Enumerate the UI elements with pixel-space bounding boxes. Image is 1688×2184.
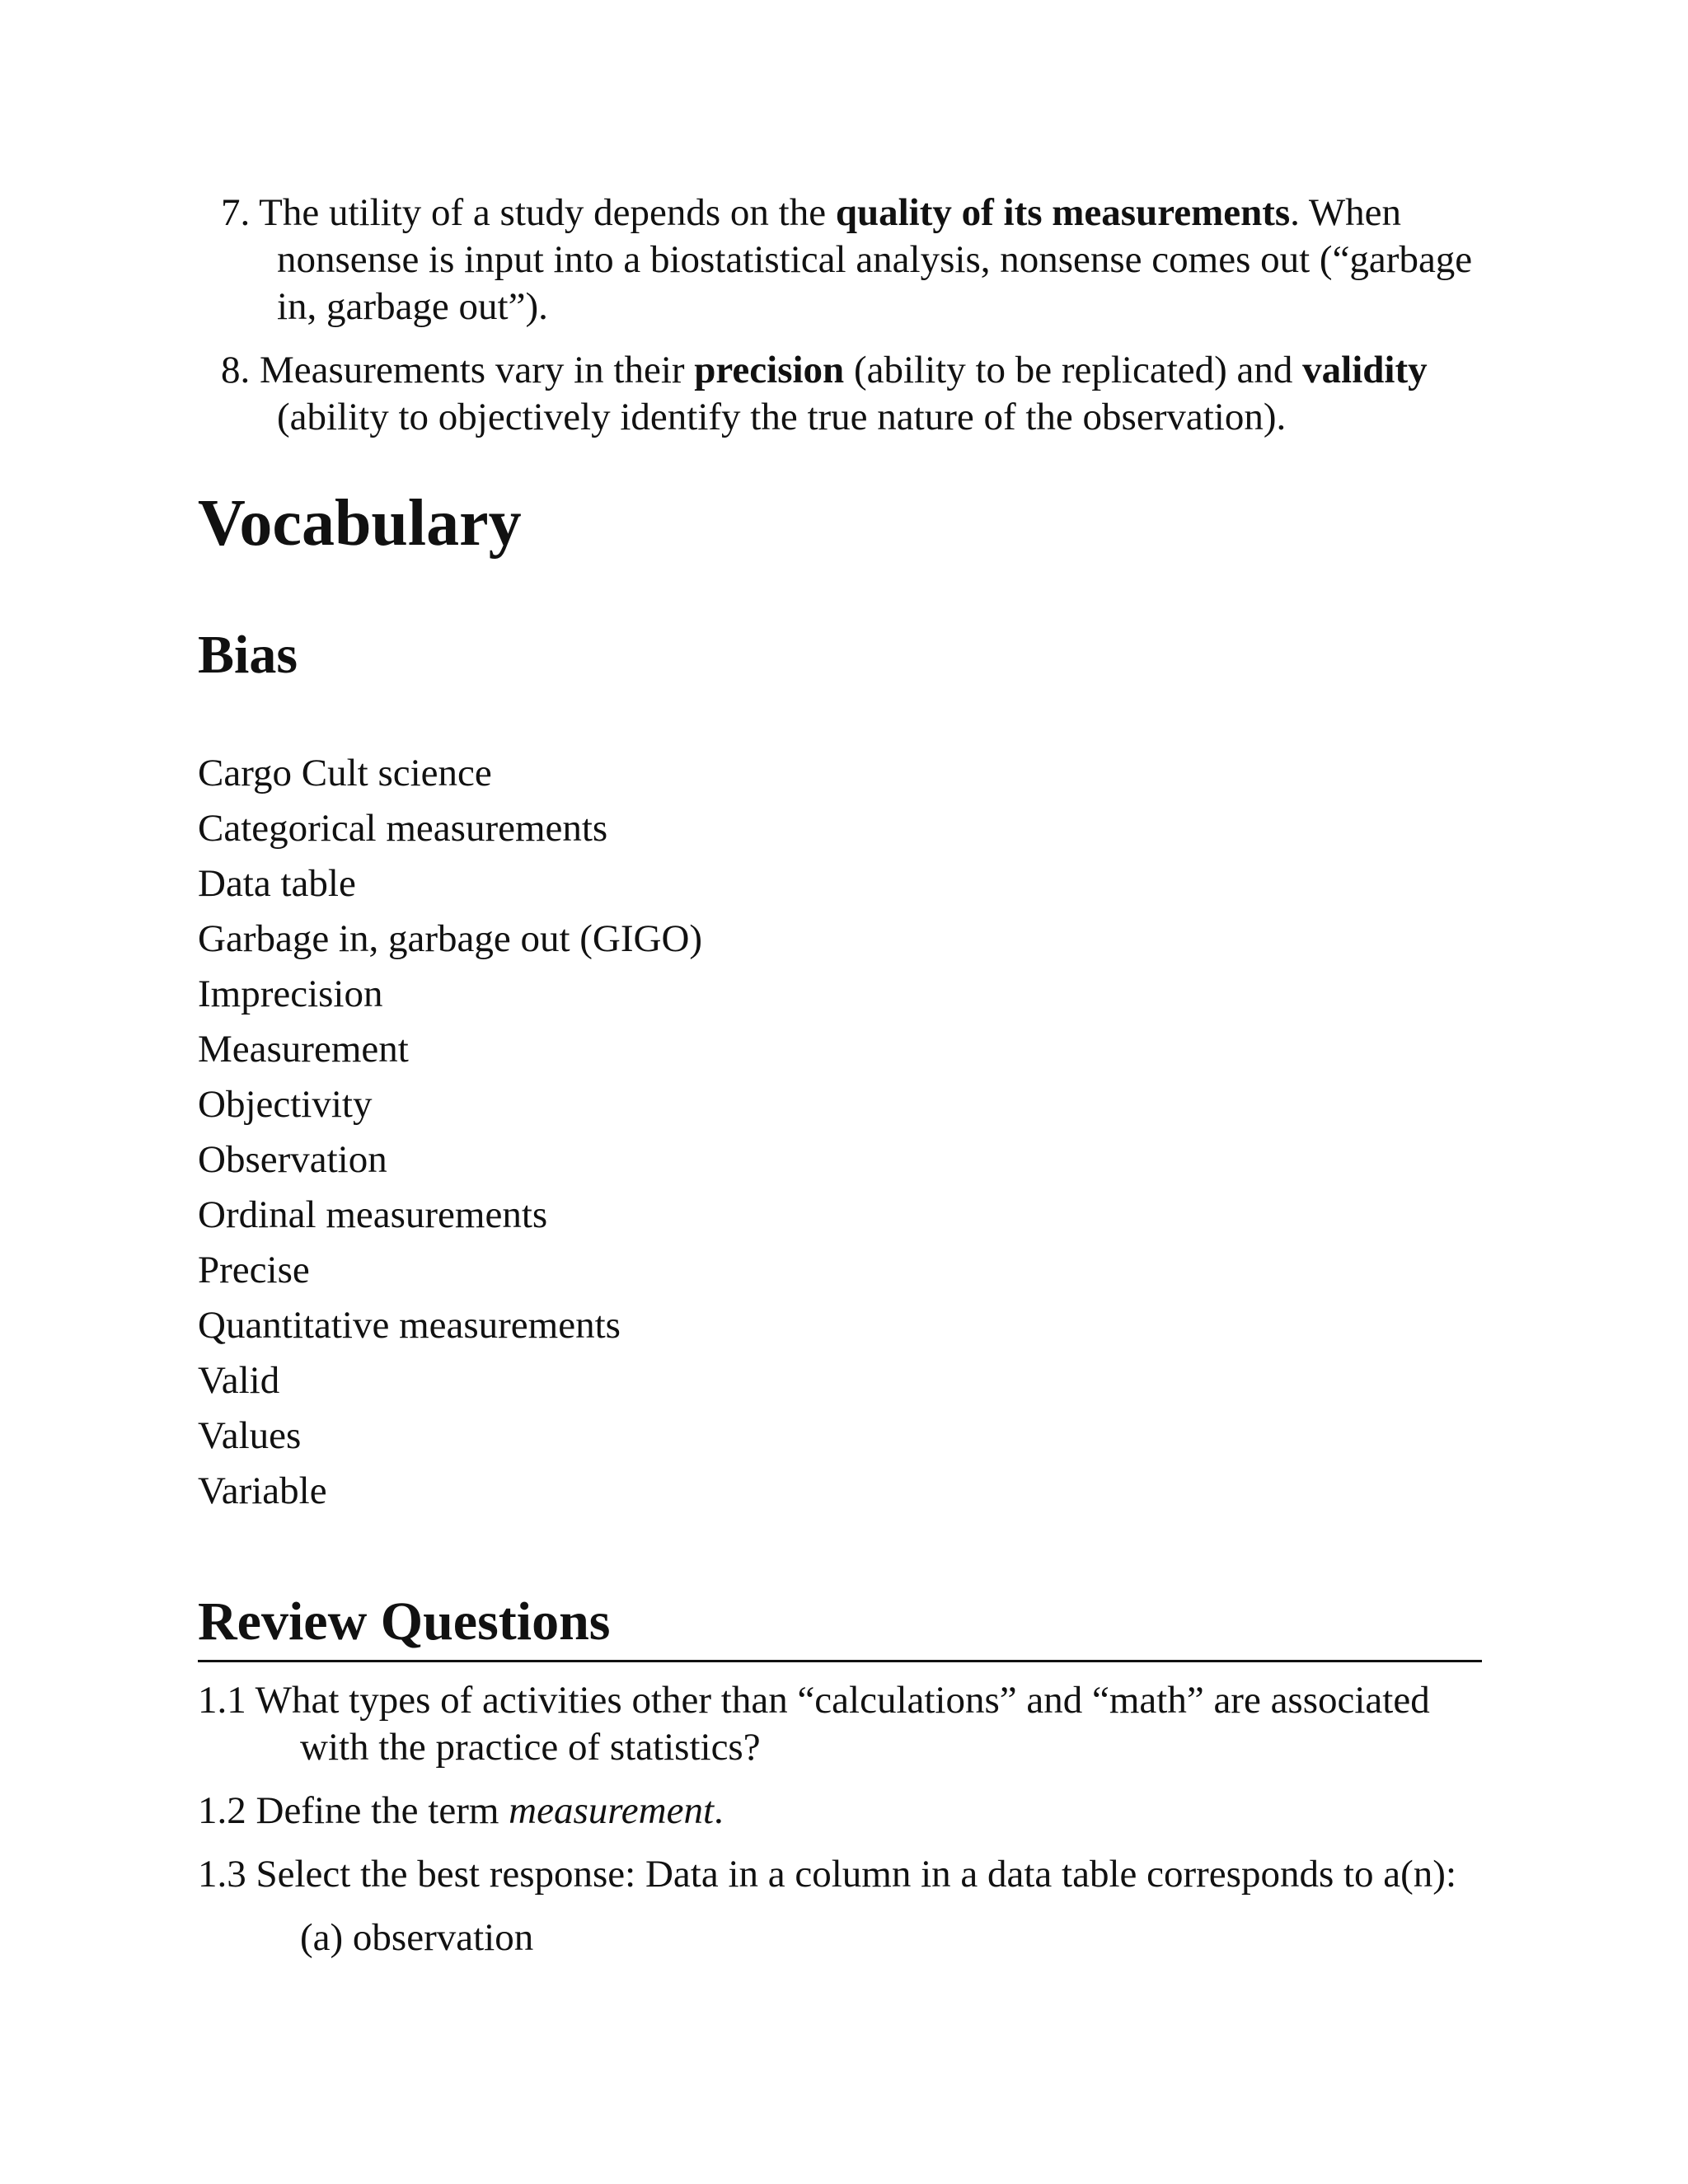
question-1-1: 1.1 What types of activities other than “calculations” and “math” are associated with the practice of statistics? [198,1679,1430,1769]
point-text: The utility of a study depends on the [259,191,836,234]
bias-subheading: Bias [198,625,298,685]
point-text: (ability to be replicated) and [844,349,1303,391]
point-7 [221,190,1482,330]
point-bold-term: validity [1302,349,1428,391]
review-questions-list [198,1677,1482,1961]
vocab-term: Categorical measurements [198,807,608,850]
point-bold-term: precision [694,349,845,391]
question-text: . [714,1789,724,1832]
vocab-term: Valid [198,1359,280,1402]
vocab-term: Objectivity [198,1083,373,1126]
vocab-term: Imprecision [198,972,383,1015]
vocab-term: Garbage in, garbage out (GIGO) [198,917,703,960]
question-1-2 [198,1788,1482,1835]
point-number: 7. [221,191,251,234]
point-text: Measurements vary in their [260,349,695,391]
vocab-term: Cargo Cult science [198,752,492,794]
vocab-term: Precise [198,1249,310,1291]
vocab-term: Ordinal measurements [198,1193,548,1236]
point-8 [221,347,1482,441]
point-text: . When nonsense is input into a biostatistical analysis, nonsense comes out (“garbage in, garbage out”). [277,191,1473,328]
vocab-term: Values [198,1414,302,1457]
point-bold-term: quality of its measurements [835,191,1291,234]
question-option-a: (a) observation [300,1916,534,1959]
numbered-points [221,190,1482,441]
question-text: 1.2 Define the term [198,1789,509,1832]
vocab-term: Observation [198,1138,387,1181]
vocab-term: Variable [198,1469,327,1512]
vocab-term: Quantitative measurements [198,1304,621,1347]
review-questions-heading: Review Questions [198,1589,1482,1662]
vocabulary-heading: Vocabulary [198,487,522,560]
question-1-3: 1.3 Select the best response: Data in a column in a data table corresponds to a(n): [198,1853,1457,1896]
point-text: (ability to objectively identify the true nature of the observation). [277,396,1287,438]
document-page [198,190,1482,1978]
point-number: 8. [221,349,251,391]
vocabulary-list [198,746,1482,1519]
vocab-term: Data table [198,862,356,905]
question-italic-term: measurement [509,1789,715,1832]
vocab-term: Measurement [198,1028,409,1071]
